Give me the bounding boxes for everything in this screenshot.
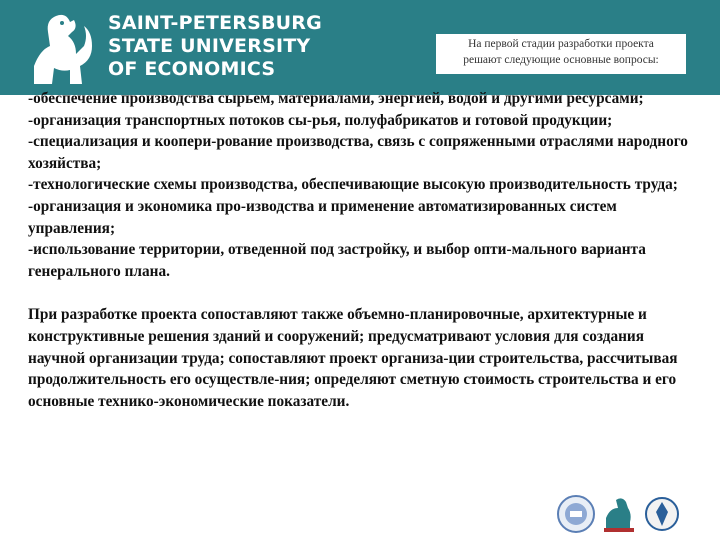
logo-line: OF ECONOMICS: [108, 58, 276, 80]
footer-logos: [556, 494, 716, 536]
intro-line-2: решают следующие основные вопросы:: [463, 54, 659, 66]
list-item: -организация и экономика про-изводства и применение автоматизированных систем управления;: [28, 197, 617, 237]
question-list: [28, 88, 696, 282]
logo-line: STATE UNIVERSITY: [108, 35, 311, 57]
intro-line-1: На первой стадии разработки проекта: [468, 38, 654, 50]
list-item: -специализация и коопери-рование производства, связь с сопряженными отраслями народного хозяйства;: [28, 133, 688, 172]
list-item: -организация транспортных потоков сы-рья, полуфабрикатов и готовой продукции;: [28, 111, 613, 129]
list-item: -технологические схемы производства, обеспечивающие высокую производительность труда;: [28, 176, 678, 194]
emblem-icon: [644, 494, 680, 534]
summary-paragraph: При разработке проекта сопоставляют также объемно-планировочные, архитектурные и конструктивные решения зданий и сооружений; предусматривают условия для создания научной организации труда; сопоставляют проект организа-ции строительства, рассчитывая продолжительность его осуществле-ния; определяют сметную стоимость строительства и его основные технико-экономические показатели.: [28, 306, 678, 410]
list-item: -обеспечение производства сырьем, материалами, энергией, водой и другими ресурсами;: [28, 90, 644, 107]
slide-intro-box: [436, 34, 686, 74]
slide-body: [28, 88, 696, 412]
list-item: -использование территории, отведенной под застройку, и выбор опти-мального варианта генерального плана.: [28, 241, 646, 280]
header-bar: [0, 0, 720, 95]
university-logo-text: [108, 12, 322, 81]
griffin-logo-icon: [26, 6, 102, 86]
logo-line: SAINT-PETERSBURG: [108, 12, 322, 34]
finec-emblem-icon: [602, 494, 636, 534]
university-seal-icon: [556, 494, 596, 534]
